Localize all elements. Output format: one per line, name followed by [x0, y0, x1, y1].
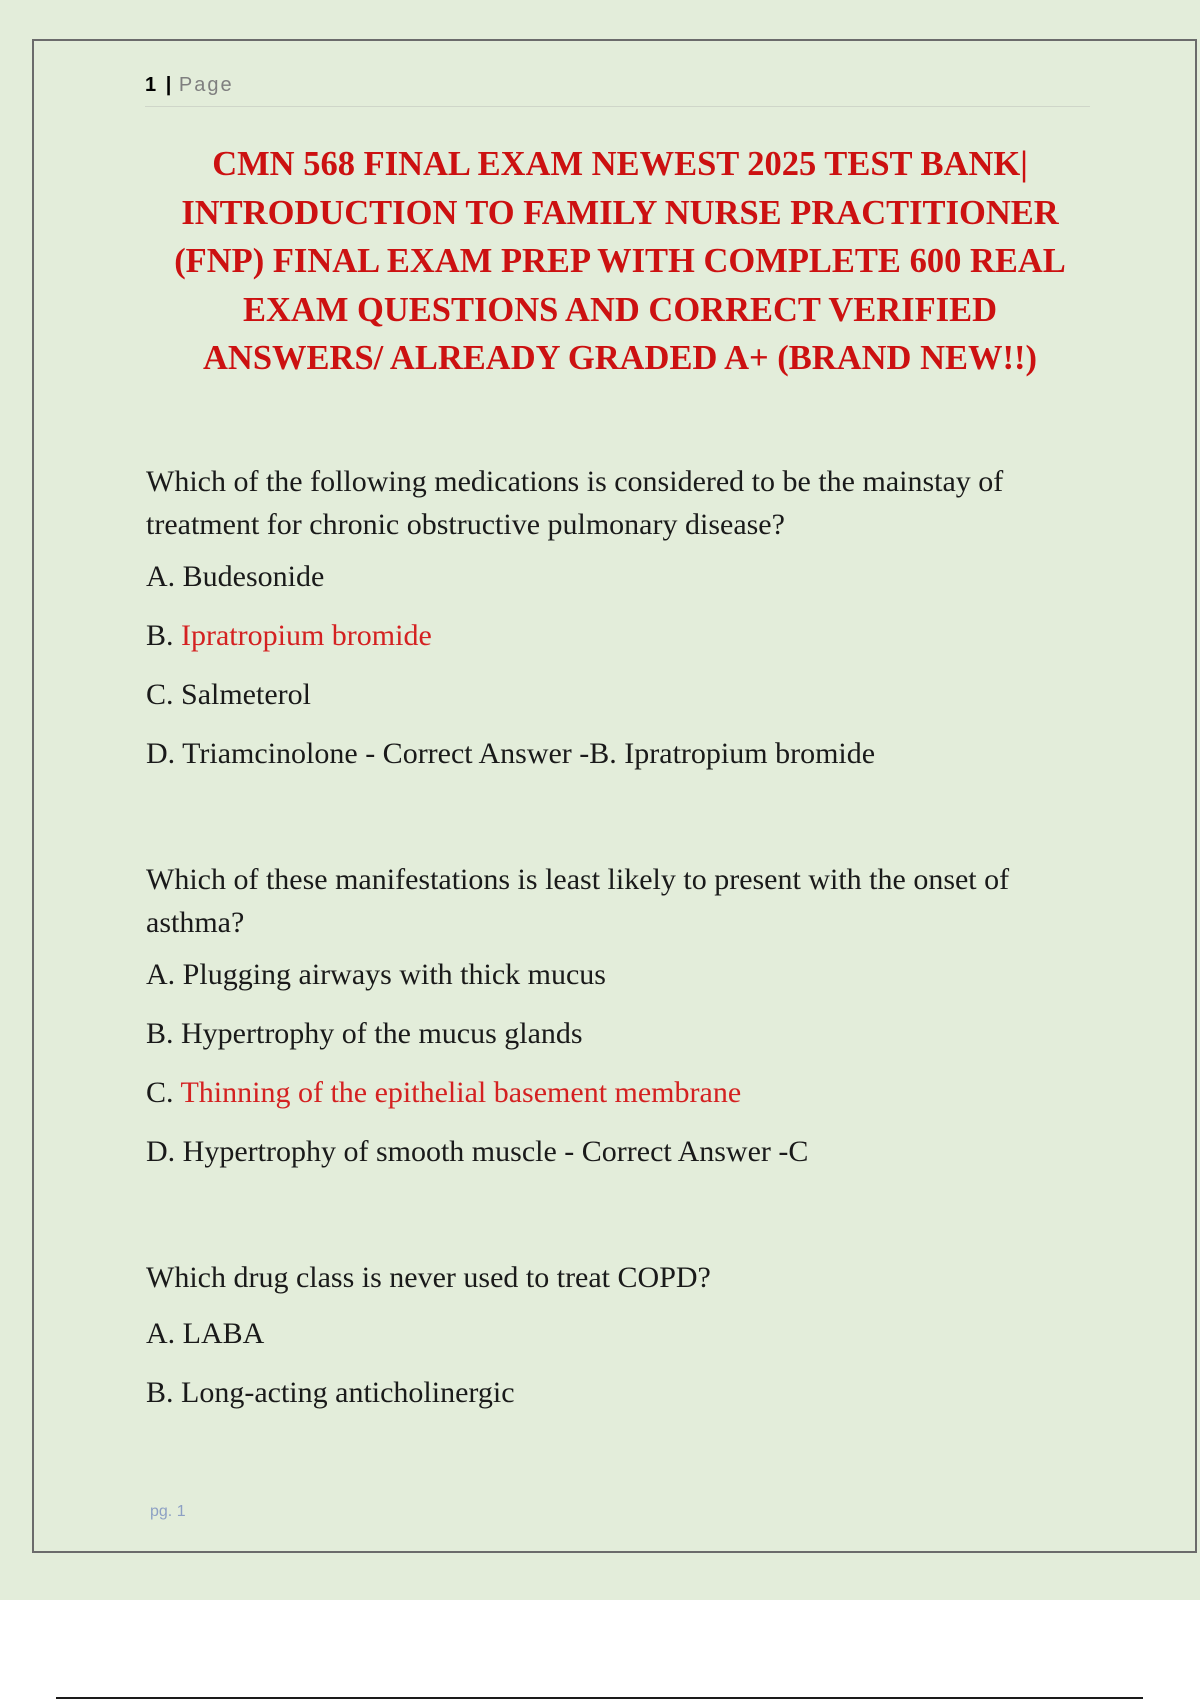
option-letter: A.: [146, 1317, 176, 1350]
header-separator: |: [165, 74, 172, 96]
option-letter: D.: [146, 1135, 176, 1168]
question-text: [146, 460, 1086, 546]
header-page-number: 1: [145, 74, 159, 96]
question-text: [146, 858, 1086, 944]
option-text: Budesonide: [182, 560, 325, 593]
title-line: ANSWERS/ ALREADY GRADED A+ (BRAND NEW!!): [203, 339, 1037, 377]
option-letter: B.: [146, 619, 174, 652]
question-text: [146, 1256, 1086, 1299]
correct-option-text: Thinning of the epithelial basement membrane: [180, 1076, 742, 1109]
option-letter: C.: [146, 1076, 174, 1109]
option-c: [146, 675, 1086, 715]
header-page-label: Page: [178, 74, 234, 96]
title-line: CMN 568 FINAL EXAM NEWEST 2025 TEST BANK|: [212, 145, 1028, 183]
option-a: [146, 955, 1086, 995]
option-letter: A.: [146, 560, 176, 593]
option-text: LABA: [182, 1317, 265, 1350]
option-b: [146, 1014, 1086, 1054]
question-line: Which drug class is never used to treat COPD?: [146, 1261, 711, 1294]
option-text: Hypertrophy of the mucus glands: [181, 1017, 583, 1050]
option-text: Long-acting anticholinergic: [181, 1376, 515, 1409]
option-c: [146, 1073, 1086, 1113]
question-line: Which of the following medications is considered to be the mainstay of: [146, 465, 1004, 498]
option-d: [146, 1132, 1086, 1172]
question-line: treatment for chronic obstructive pulmonary disease?: [146, 508, 785, 541]
question-3: [146, 1256, 1086, 1413]
option-text: Salmeterol: [181, 678, 311, 711]
option-text: Triamcinolone - Correct Answer -B. Ipratropium bromide: [182, 737, 876, 770]
title-line: INTRODUCTION TO FAMILY NURSE PRACTITIONER: [181, 193, 1059, 232]
option-text: Plugging airways with thick mucus: [182, 958, 606, 991]
option-b: [146, 1373, 1086, 1413]
option-letter: B.: [146, 1376, 174, 1409]
document-title: [140, 140, 1100, 383]
option-letter: C.: [146, 678, 174, 711]
footer-page-number: pg. 1: [150, 1503, 186, 1520]
option-text: Hypertrophy of smooth muscle - Correct Answer -C: [182, 1135, 809, 1168]
option-a: [146, 1314, 1086, 1354]
option-letter: D.: [146, 737, 176, 770]
question-2: [146, 858, 1086, 1172]
title-line: EXAM QUESTIONS AND CORRECT VERIFIED: [242, 290, 998, 329]
question-line: Which of these manifestations is least likely to present with the onset of: [146, 863, 1010, 896]
option-d: [146, 734, 1086, 774]
title-line: (FNP) FINAL EXAM PREP WITH COMPLETE 600 REAL: [174, 242, 1066, 280]
option-b: [146, 616, 1086, 656]
question-line: asthma?: [146, 906, 245, 939]
option-letter: A.: [146, 958, 176, 991]
page-header: [145, 74, 1090, 107]
correct-option-text: Ipratropium bromide: [181, 619, 432, 652]
option-letter: B.: [146, 1017, 174, 1050]
option-a: [146, 557, 1086, 597]
next-page-top-rule: [56, 1697, 1143, 1699]
question-1: [146, 460, 1086, 774]
